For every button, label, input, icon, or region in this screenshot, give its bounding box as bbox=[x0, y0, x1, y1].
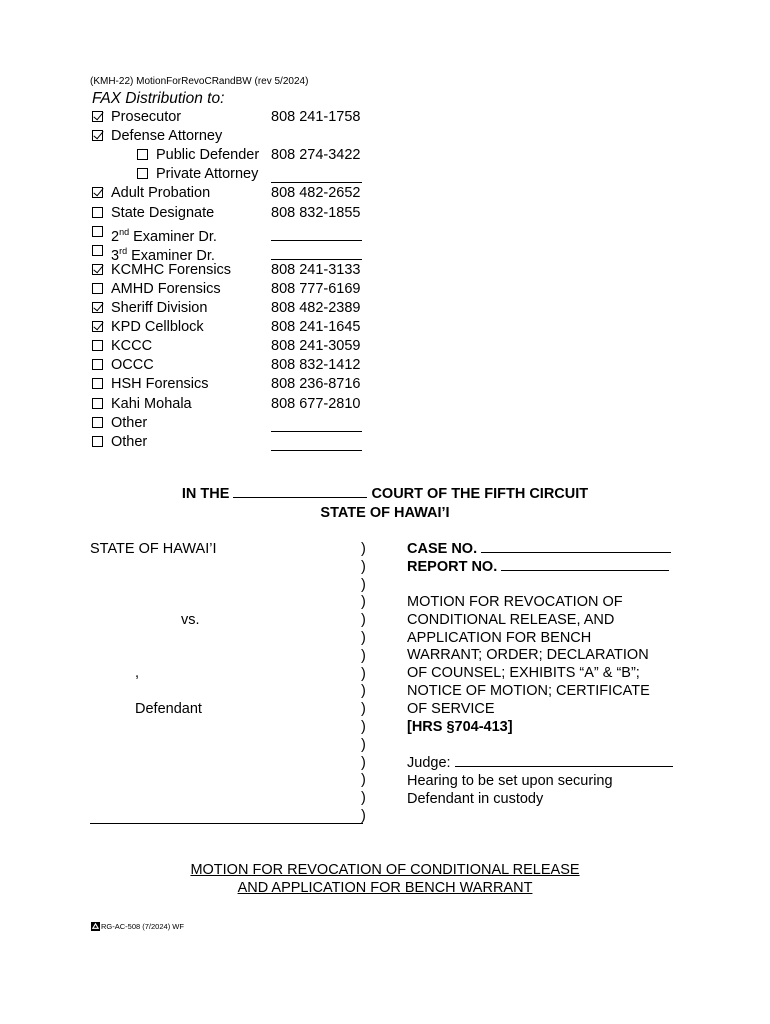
checkbox-icon[interactable] bbox=[92, 436, 103, 447]
hearing-note-line2: Defendant in custody bbox=[407, 791, 544, 807]
distribution-label: Public Defender bbox=[156, 147, 260, 164]
checkbox-icon[interactable] bbox=[92, 207, 103, 218]
checkbox-icon[interactable] bbox=[92, 378, 103, 389]
checked-checkbox-icon[interactable] bbox=[92, 130, 103, 141]
caption-parenthesis: ) bbox=[361, 558, 366, 575]
case-number-label: CASE NO. bbox=[407, 541, 478, 557]
motion-title-line2: AND APPLICATION FOR BENCH WARRANT bbox=[237, 880, 533, 896]
court-name-blank[interactable] bbox=[233, 497, 367, 498]
plaintiff-name: STATE OF HAWAI’I bbox=[90, 541, 217, 557]
fax-number: 808 677-2810 bbox=[271, 395, 361, 412]
distribution-label: AMHD Forensics bbox=[111, 280, 221, 297]
document-title-line: APPLICATION FOR BENCH bbox=[407, 629, 592, 646]
case-number-row bbox=[407, 541, 671, 559]
recycle-logo-icon bbox=[91, 922, 100, 931]
document-title-line: OF SERVICE bbox=[407, 700, 495, 717]
court-suffix: COURT OF THE FIFTH CIRCUIT bbox=[371, 486, 589, 502]
report-number-label: REPORT NO. bbox=[407, 559, 498, 575]
fax-number: 808 482-2652 bbox=[271, 185, 361, 202]
checkbox-icon[interactable] bbox=[92, 359, 103, 370]
checkbox-icon[interactable] bbox=[92, 245, 103, 256]
distribution-label: Sheriff Division bbox=[111, 300, 208, 316]
judge-label: Judge: bbox=[407, 755, 451, 771]
caption-parenthesis: ) bbox=[361, 665, 366, 682]
caption-parenthesis: ) bbox=[361, 612, 366, 629]
case-number-blank[interactable] bbox=[481, 552, 671, 553]
caption-parenthesis: ) bbox=[361, 719, 366, 735]
distribution-label: Private Attorney bbox=[156, 166, 259, 183]
fax-number: 808 241-1645 bbox=[271, 319, 361, 336]
fax-number: 808 236-8716 bbox=[271, 376, 361, 393]
form-id: (KMH-22) MotionForRevoCRandBW (rev 5/2024) bbox=[90, 76, 309, 87]
caption-parenthesis: ) bbox=[361, 541, 366, 557]
checked-checkbox-icon[interactable] bbox=[92, 111, 103, 122]
caption-parenthesis: ) bbox=[361, 630, 366, 646]
distribution-label: Kahi Mohala bbox=[111, 395, 192, 412]
court-prefix: IN THE bbox=[181, 486, 230, 502]
document-title bbox=[407, 594, 650, 719]
checkbox-icon[interactable] bbox=[92, 417, 103, 428]
caption-parenthesis: ) bbox=[361, 808, 366, 824]
caption-parenthesis: ) bbox=[361, 772, 366, 789]
fax-number-blank[interactable] bbox=[271, 182, 362, 183]
fax-number: 808 832-1855 bbox=[271, 204, 361, 221]
caption-parenthesis: ) bbox=[361, 754, 366, 771]
fax-number: 808 274-3422 bbox=[271, 147, 361, 164]
court-heading-line1 bbox=[0, 486, 770, 502]
court-heading-line2: STATE OF HAWAI’I bbox=[320, 505, 450, 521]
fax-number: 808 241-3133 bbox=[271, 261, 361, 278]
distribution-label: HSH Forensics bbox=[111, 376, 209, 393]
report-number-row bbox=[407, 559, 669, 577]
motion-title-line1: MOTION FOR REVOCATION OF CONDITIONAL RELEASE bbox=[190, 862, 580, 878]
caption-parenthesis: ) bbox=[361, 647, 366, 664]
fax-number-blank[interactable] bbox=[271, 259, 362, 260]
distribution-label: OCCC bbox=[111, 357, 154, 374]
caption-parenthesis: ) bbox=[361, 576, 366, 593]
fax-number-blank[interactable] bbox=[271, 431, 362, 432]
checkbox-icon[interactable] bbox=[137, 168, 148, 179]
fax-number: 808 482-2389 bbox=[271, 300, 361, 316]
document-title-line: NOTICE OF MOTION; CERTIFICATE bbox=[407, 682, 650, 699]
distribution-label: Defense Attorney bbox=[111, 128, 223, 145]
caption-parenthesis: ) bbox=[361, 701, 366, 718]
fax-number: 808 241-1758 bbox=[271, 109, 361, 125]
fax-number-blank[interactable] bbox=[271, 450, 362, 451]
caption-bottom-line bbox=[90, 823, 363, 824]
document-title-line: MOTION FOR REVOCATION OF bbox=[407, 594, 623, 610]
distribution-label: Other bbox=[111, 433, 148, 450]
checked-checkbox-icon[interactable] bbox=[92, 302, 103, 313]
distribution-label: Adult Probation bbox=[111, 185, 211, 202]
distribution-label: Prosecutor bbox=[111, 109, 182, 125]
checked-checkbox-icon[interactable] bbox=[92, 321, 103, 332]
report-number-blank[interactable] bbox=[501, 570, 669, 571]
caption-parenthesis: ) bbox=[361, 736, 366, 753]
defendant-label: Defendant bbox=[135, 701, 202, 717]
distribution-label: Other bbox=[111, 414, 148, 431]
distribution-label: KPD Cellblock bbox=[111, 319, 204, 336]
fax-distribution-title: FAX Distribution to: bbox=[92, 90, 225, 107]
fax-number: 808 241-3059 bbox=[271, 338, 361, 355]
checked-checkbox-icon[interactable] bbox=[92, 187, 103, 198]
distribution-label: KCMHC Forensics bbox=[111, 261, 232, 278]
distribution-label: 2nd Examiner Dr. bbox=[111, 226, 217, 245]
defendant-name-blank: , bbox=[135, 665, 140, 681]
distribution-label: 3rd Examiner Dr. bbox=[111, 245, 215, 264]
checkbox-icon[interactable] bbox=[92, 340, 103, 351]
checkbox-icon[interactable] bbox=[92, 398, 103, 409]
fax-number: 808 777-6169 bbox=[271, 280, 361, 297]
fax-number-blank[interactable] bbox=[271, 240, 362, 241]
footer-code: RG-AC-508 (7/2024) WF bbox=[101, 922, 184, 931]
fax-number: 808 832-1412 bbox=[271, 357, 361, 374]
document-title-line: OF COUNSEL; EXHIBITS “A” & “B”; bbox=[407, 665, 640, 682]
versus-label: vs. bbox=[181, 612, 200, 628]
checkbox-icon[interactable] bbox=[92, 226, 103, 237]
judge-blank[interactable] bbox=[455, 766, 673, 767]
distribution-label: State Designate bbox=[111, 204, 215, 221]
judge-row bbox=[407, 755, 673, 773]
caption-parenthesis: ) bbox=[361, 790, 366, 807]
distribution-label: KCCC bbox=[111, 338, 153, 355]
caption-parenthesis: ) bbox=[361, 683, 366, 700]
caption-parenthesis: ) bbox=[361, 594, 366, 611]
checkbox-icon[interactable] bbox=[92, 283, 103, 294]
hearing-note-line1: Hearing to be set upon securing bbox=[407, 773, 613, 789]
footer bbox=[91, 922, 184, 931]
document-title-line: WARRANT; ORDER; DECLARATION bbox=[407, 647, 649, 664]
statute-reference: [HRS §704-413] bbox=[407, 719, 513, 735]
checked-checkbox-icon[interactable] bbox=[92, 264, 103, 275]
document-title-line: CONDITIONAL RELEASE, AND bbox=[407, 611, 615, 628]
checkbox-icon[interactable] bbox=[137, 149, 148, 160]
